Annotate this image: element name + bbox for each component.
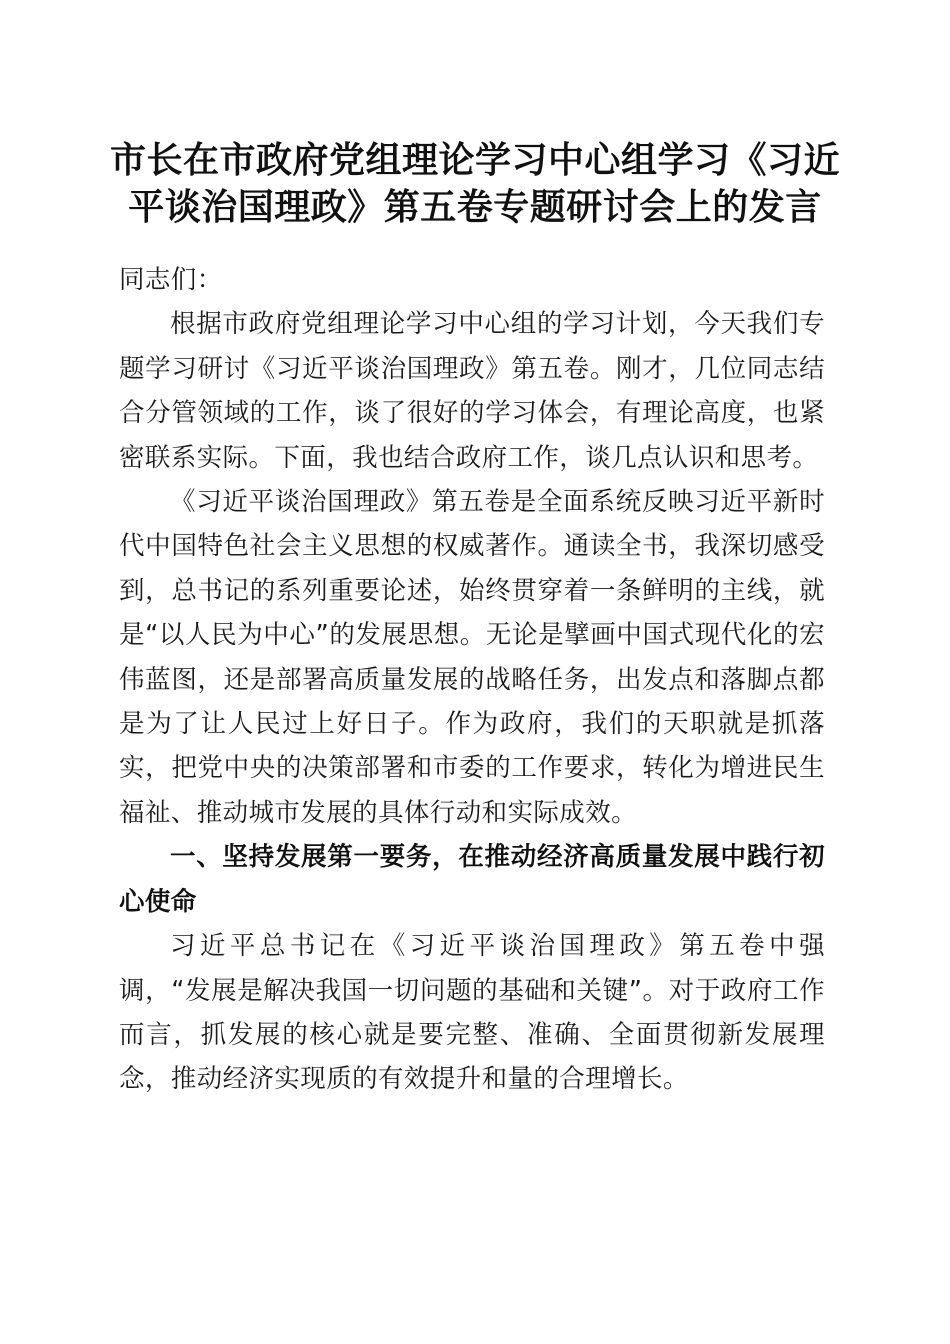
document-body [119, 258, 825, 1102]
salutation: 同志们： [119, 265, 223, 295]
section-heading-1: 一、坚持发展第一要务，在推动经济高质量发展中践行初心使命 [119, 842, 825, 917]
body-paragraph-intro: 根据市政府党组理论学习中心组的学习计划，今天我们专题学习研讨《习近平谈治国理政》第五卷。刚才，几位同志结合分管领域的工作，谈了很好的学习体会，有理论高度，也紧密联系实际。下面，我也结合政府工作，谈几点认识和思考。 [119, 309, 825, 473]
body-paragraph-section-1: 习近平总书记在《习近平谈治国理政》第五卷中强调，“发展是解决我国一切问题的基础和关键”。对于政府工作而言，抓发展的核心就是要完整、准确、全面贯彻新发展理念，推动经济实现质的有效提升和量的合理增长。 [119, 931, 825, 1095]
body-paragraph-theme: 《习近平谈治国理政》第五卷是全面系统反映习近平新时代中国特色社会主义思想的权威著作。通读全书，我深切感受到，总书记的系列重要论述，始终贯穿着一条鲜明的主线，就是“以人民为中心”的发展思想。无论是擘画中国式现代化的宏伟蓝图，还是部署高质量发展的战略任务，出发点和落脚点都是为了让人民过上好日子。作为政府，我们的天职就是抓落实，把党中央的决策部署和市委的工作要求，转化为增进民生福祉、推动城市发展的具体行动和实际成效。 [119, 487, 825, 828]
document-title: 市长在市政府党组理论学习中心组学习《习近平谈治国理政》第五卷专题研讨会上的发言 [109, 139, 840, 228]
